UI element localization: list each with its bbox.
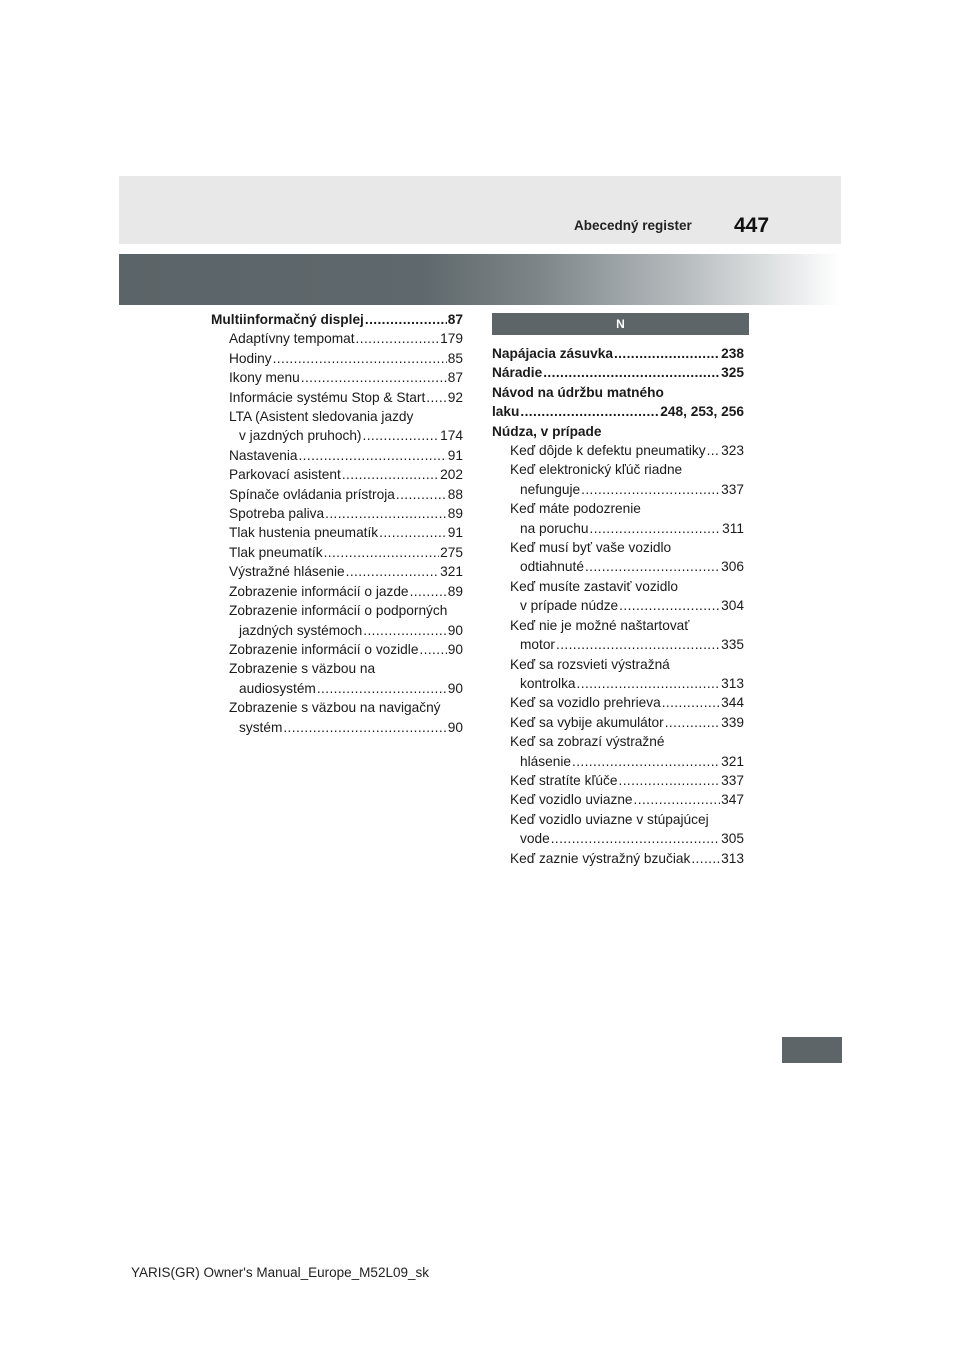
index-entry-page: 323 xyxy=(721,443,744,459)
index-entry xyxy=(211,504,463,523)
index-entry-page: 202 xyxy=(440,467,463,483)
index-entry-page: 306 xyxy=(721,559,744,575)
index-entry-label: Keď musí byť vaše vozidlo xyxy=(510,540,672,556)
index-entry-label: Keď stratíte kľúče xyxy=(510,772,618,788)
index-entry xyxy=(492,771,744,790)
index-entry-continuation: hlásenie xyxy=(520,753,571,769)
index-entry-page: 90 xyxy=(447,680,463,696)
index-entry-page: 344 xyxy=(721,695,744,711)
index-entry-page: 347 xyxy=(721,792,744,808)
index-entry-label: Náradie xyxy=(492,365,543,381)
index-entry-page: 304 xyxy=(721,598,744,614)
index-entry-label: Keď elektronický kľúč riadne xyxy=(510,462,683,478)
index-entry-page: 337 xyxy=(721,481,744,497)
index-entry xyxy=(492,441,744,460)
footer-text: YARIS(GR) Owner's Manual_Europe_M52L09_sk xyxy=(131,1265,429,1280)
index-entry-label: Tlak hustenia pneumatík xyxy=(229,525,379,541)
index-entry xyxy=(211,388,463,407)
index-entry xyxy=(492,344,744,363)
index-entry xyxy=(211,718,463,737)
index-entry xyxy=(211,485,463,504)
index-entry xyxy=(211,543,463,562)
index-entry-continuation: v jazdných pruhoch) xyxy=(239,428,362,444)
index-entry xyxy=(211,446,463,465)
index-entry-page: 337 xyxy=(721,772,744,788)
page-number: 447 xyxy=(734,214,770,237)
index-entry-label: Keď sa zobrazí výstražné xyxy=(510,734,665,750)
index-entry-continuation: systém xyxy=(239,719,283,735)
index-entry-page: 91 xyxy=(447,525,463,541)
index-entry-label: Spínače ovládania prístroja xyxy=(229,486,395,502)
header-band xyxy=(119,176,841,244)
index-entry-page: 325 xyxy=(721,365,744,381)
index-entry-page: 248, 253, 256 xyxy=(660,404,744,420)
index-entry-label: Zobrazenie informácií o jazde xyxy=(229,583,409,599)
index-entry-label: Keď dôjde k defektu pneumatiky xyxy=(510,443,706,459)
index-entry xyxy=(211,329,463,348)
index-entry-continuation: nefunguje xyxy=(520,481,581,497)
index-entry-continuation: kontrolka xyxy=(520,675,576,691)
index-entry-label: Zobrazenie informácií o podporných xyxy=(229,603,448,619)
index-entry-label: Napájacia zásuvka xyxy=(492,346,613,361)
index-sub-entries xyxy=(211,329,463,737)
index-entry-page: 313 xyxy=(721,850,744,866)
index-entry-label: Keď nie je možné naštartovať xyxy=(510,617,690,633)
index-entry-page: 335 xyxy=(721,637,744,653)
index-entry-label: Informácie systému Stop & Start xyxy=(229,389,426,405)
index-entry-label: Keď musíte zastaviť vozidlo xyxy=(510,578,678,594)
index-entry-label: Núdza, v prípade xyxy=(492,423,602,439)
index-entry-label: Výstražné hlásenie xyxy=(229,564,345,580)
index-entry-continuation: na poruchu xyxy=(520,520,589,536)
index-entry-continuation: jazdných systémoch xyxy=(239,622,363,638)
index-entry-label: Zobrazenie informácií o vozidle xyxy=(229,641,419,657)
index-entry xyxy=(211,582,463,601)
index-entry-page: 90 xyxy=(447,622,463,638)
index-entry-page: 339 xyxy=(721,714,744,730)
index-entry xyxy=(211,368,463,387)
index-entry-continuation: laku xyxy=(492,404,520,420)
index-entry xyxy=(211,640,463,659)
index-entry xyxy=(492,713,744,732)
index-entry xyxy=(211,621,463,640)
index-entry-page: 321 xyxy=(440,564,463,580)
index-entry-continuation: audiosystém xyxy=(239,680,316,696)
index-entry-label: Keď vozidlo uviazne v stúpajúcej xyxy=(510,811,709,827)
index-entry-continuation: v prípade núdze xyxy=(520,598,619,614)
index-entry-page: 89 xyxy=(447,583,463,599)
index-entry-label: Adaptívny tempomat xyxy=(229,331,355,347)
index-entry xyxy=(492,480,744,499)
index-entry-page: 179 xyxy=(440,331,463,347)
index-entry-label: Nastavenia xyxy=(229,447,298,463)
index-entry-label: Ikony menu xyxy=(229,370,300,386)
decorative-gradient-bar xyxy=(119,254,841,305)
index-entry xyxy=(492,693,744,712)
index-entry xyxy=(492,363,744,382)
index-entry-label: Keď sa vozidlo prehrieva xyxy=(510,695,661,711)
index-entry-page: 90 xyxy=(447,641,463,657)
index-entry-page: 91 xyxy=(447,447,463,463)
index-entry-label: Zobrazenie s väzbou na navigačný xyxy=(229,700,441,716)
index-entry-page: 87 xyxy=(447,370,463,386)
index-entry-page: 311 xyxy=(722,520,744,536)
index-entry-page: 88 xyxy=(447,486,463,502)
index-entry-label: Keď sa rozsvieti výstražná xyxy=(510,656,670,672)
index-entry-page: 92 xyxy=(447,389,463,405)
index-entry xyxy=(492,829,744,848)
index-entry-label: LTA (Asistent sledovania jazdy xyxy=(229,409,414,425)
index-entry-label: Spotreba paliva xyxy=(229,506,325,522)
index-entry-page: 85 xyxy=(447,350,463,366)
index-entry-label: Keď vozidlo uviazne xyxy=(510,792,633,808)
index-entry-page: 89 xyxy=(447,506,463,522)
section-title: Abecedný register xyxy=(574,218,692,233)
index-entry-page: 275 xyxy=(440,544,463,560)
index-entry xyxy=(492,519,744,538)
side-thumb-tab xyxy=(782,1037,842,1063)
index-entry-page: 90 xyxy=(447,719,463,735)
index-main-entries xyxy=(492,344,744,441)
index-entry-page: 313 xyxy=(721,675,744,691)
index-entry xyxy=(492,790,744,809)
index-entry-continuation: odtiahnuté xyxy=(520,559,584,575)
index-entry-label: Návod na údržbu matného xyxy=(492,384,664,400)
index-entry-page: 305 xyxy=(721,831,744,847)
letter-header-n: N xyxy=(492,313,749,335)
index-entry xyxy=(211,349,463,368)
index-entry-label: Keď sa vybije akumulátor xyxy=(510,714,664,730)
index-entry-label: Parkovací asistent xyxy=(229,467,341,483)
index-entry xyxy=(211,562,463,581)
index-entry-page: 321 xyxy=(721,753,744,769)
index-entry xyxy=(211,679,463,698)
index-column-left xyxy=(211,310,463,737)
index-main-entry: Multiinformačný displej ..... 87 xyxy=(211,310,463,329)
index-entry-page: 174 xyxy=(440,428,463,444)
index-entry-continuation: motor xyxy=(520,637,555,653)
index-entry-continuation: vode xyxy=(520,831,550,847)
index-entry xyxy=(492,752,744,771)
index-entry xyxy=(211,523,463,542)
index-column-right xyxy=(492,344,744,868)
index-entry-label: Zobrazenie s väzbou na xyxy=(229,661,376,677)
index-entry xyxy=(492,596,744,615)
index-entry xyxy=(492,849,744,868)
index-entry xyxy=(492,557,744,576)
index-entry-label: Keď máte podozrenie xyxy=(510,501,641,517)
index-entry-label: Keď zaznie výstražný bzučiak xyxy=(510,850,691,866)
index-entry-label: Tlak pneumatík xyxy=(229,544,323,560)
index-entry xyxy=(211,465,463,484)
index-entry xyxy=(492,674,744,693)
index-entry-page: 238 xyxy=(721,346,744,361)
index-entry xyxy=(492,635,744,654)
index-entry-label: Hodiny xyxy=(229,350,272,366)
index-sub-entries xyxy=(492,441,744,868)
index-entry xyxy=(211,426,463,445)
index-entry xyxy=(492,402,744,421)
